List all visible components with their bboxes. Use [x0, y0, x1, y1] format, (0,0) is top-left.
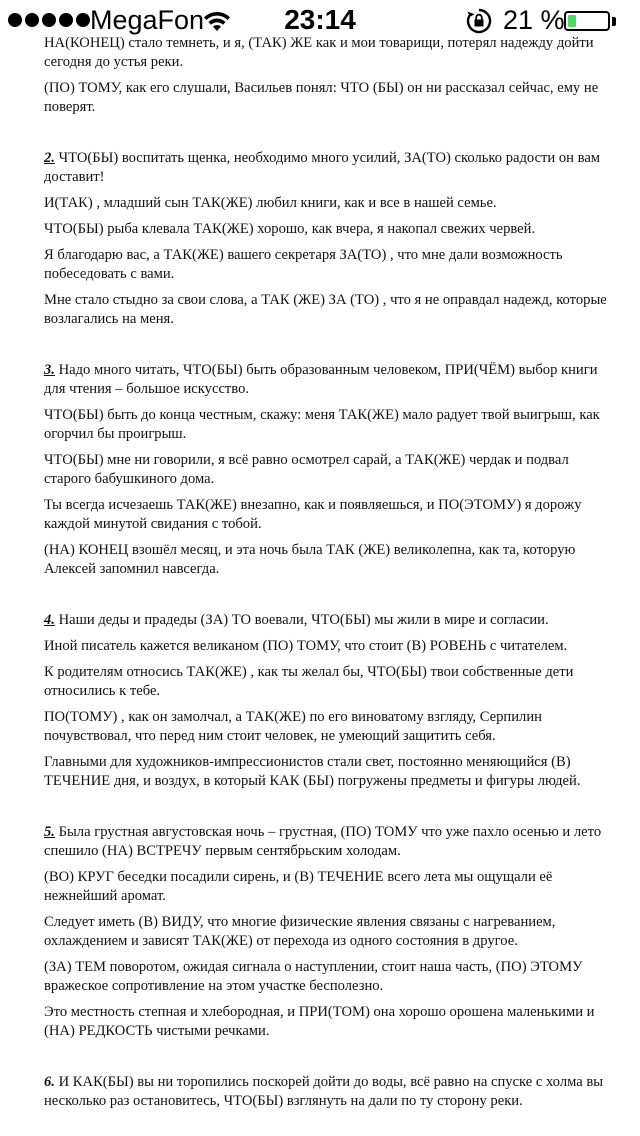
- exercise-section-6: [44, 1073, 610, 1111]
- exercise-number: 2.: [44, 150, 55, 166]
- paragraph: [44, 637, 610, 656]
- paragraph: [44, 868, 610, 906]
- paragraph: [44, 496, 610, 534]
- paragraph: [44, 291, 610, 329]
- exercise-number: 5.: [44, 824, 55, 840]
- paragraph-text: Была грустная августовская ночь – грустная, (ПО) ТОМУ что уже пахло осенью и лето спешило (НА) ВСТРЕЧУ первым сентябрьским холодам.: [44, 824, 602, 859]
- paragraph: [44, 823, 610, 861]
- paragraph-text: Наши деды и прадеды (ЗА) ТО воевали, ЧТО(БЫ) мы жили в мире и согласии.: [58, 612, 549, 628]
- paragraph-text: Я благодарю вас, а ТАК(ЖЕ) вашего секретаря ЗА(ТО) , что мне дали возможность побеседовать с вами.: [44, 247, 563, 282]
- paragraph-text: ЧТО(БЫ) рыба клевала ТАК(ЖЕ) хорошо, как вчера, я накопал свежих червей.: [44, 221, 536, 237]
- battery-tip: [612, 17, 616, 26]
- paragraph-text: Следует иметь (В) ВИДУ, что многие физические явления связаны с нагреванием, охлаждением и зависят ТАК(ЖЕ) от перехода из одного состояния в другое.: [44, 914, 556, 949]
- paragraph-text: (ВО) КРУГ беседки посадили сирень, и (В) ТЕЧЕНИЕ всего лета мы ощущали её нежнейший аромат.: [44, 869, 553, 904]
- paragraph-text: ЧТО(БЫ) воспитать щенка, необходимо много усилий, ЗА(ТО) сколько радости он вам доставит!: [44, 150, 601, 185]
- rotation-lock-icon: [466, 8, 492, 34]
- paragraph-text: Это местность степная и хлебородная, и ПРИ(ТОМ) она хорошо орошена маленькими и (НА) РЕДКОСТЬ чистыми речками.: [44, 1004, 595, 1039]
- paragraph: [44, 541, 610, 579]
- paragraph: [44, 361, 610, 399]
- carrier-name: MegaFon: [90, 5, 205, 35]
- battery-level-fill: [568, 15, 576, 27]
- paragraph: [44, 913, 610, 951]
- paragraph-text: И КАК(БЫ) вы ни торопились поскорей дойти до воды, всё равно на спуске с холма вы несколько раз остановитесь, ЧТО(БЫ) взглянуть на дали по ту сторону реки.: [44, 1074, 604, 1109]
- paragraph-text: К родителям относись ТАК(ЖЕ) , как ты желал бы, ЧТО(БЫ) твои собственные дети относились к тебе.: [44, 664, 574, 699]
- paragraph: [44, 149, 610, 187]
- paragraph: [44, 1003, 610, 1041]
- paragraph-text: ЧТО(БЫ) мне ни говорили, я всё равно осмотрел сарай, а ТАК(ЖЕ) чердак и подвал старого бабушкиного дома.: [44, 452, 569, 487]
- paragraph: [44, 1073, 610, 1111]
- paragraph: [44, 194, 610, 213]
- exercise-section-5: [44, 823, 610, 1041]
- paragraph-text: (НА) КОНЕЦ взошёл месяц, и эта ночь была ТАК (ЖЕ) великолепна, как та, которую Алексей запомнил навсегда.: [44, 542, 576, 577]
- battery-percentage: 21 %: [503, 5, 565, 35]
- exercise-section-3: [44, 361, 610, 579]
- exercise-section-4: [44, 611, 610, 791]
- paragraph-text: Надо много читать, ЧТО(БЫ) быть образованным человеком, ПРИ(ЧЁМ) выбор книги для чтения – большое искусство.: [44, 362, 598, 397]
- paragraph-text: ЧТО(БЫ) быть до конца честным, скажу: меня ТАК(ЖЕ) мало радует твой выигрыш, как огорчил бы проигрыш.: [44, 407, 600, 442]
- exercise-number: 4.: [44, 612, 55, 628]
- exercise-number: 3.: [44, 362, 55, 378]
- paragraph: [44, 708, 610, 746]
- clock-time: 23:14: [284, 4, 356, 35]
- paragraph: [44, 451, 610, 489]
- document-body: [44, 34, 610, 1118]
- exercise-number: 6.: [44, 1074, 55, 1090]
- paragraph: (ПО) ТОМУ, как его слушали, Васильев понял: ЧТО (БЫ) он ни рассказал сейчас, ему не поверят.: [44, 80, 599, 115]
- paragraph: [44, 663, 610, 701]
- paragraph: [44, 246, 610, 284]
- exercise-section-2: [44, 149, 610, 329]
- paragraph-text: (ЗА) ТЕМ поворотом, ожидая сигнала о наступлении, стоит наша часть, (ПО) ЭТОМУ вражеское сопротивление на этом участке бесполезно.: [44, 959, 583, 994]
- paragraph: [44, 611, 610, 630]
- paragraph: НА(КОНЕЦ) стало темнеть, и я, (ТАК) ЖЕ как и мои товарищи, потерял надежду дойти сегодня до устья реки.: [44, 35, 594, 70]
- paragraph: [44, 220, 610, 239]
- paragraph-text: И(ТАК) , младший сын ТАК(ЖЕ) любил книги, как и все в нашей семье.: [44, 195, 497, 211]
- paragraph-text: Главными для художников-импрессионистов стали свет, постоянно меняющийся (В) ТЕЧЕНИЕ дня, и воздух, в который КАК (БЫ) погружены предметы и фигуры людей.: [44, 754, 581, 789]
- paragraph: [44, 406, 610, 444]
- paragraph-text: Иной писатель кажется великаном (ПО) ТОМУ, что стоит (В) РОВЕНЬ с читателем.: [44, 638, 568, 654]
- paragraph-text: Мне стало стыдно за свои слова, а ТАК (ЖЕ) ЗА (ТО) , что я не оправдал надежд, которые возлагались на меня.: [44, 292, 607, 327]
- paragraph-text: ПО(ТОМУ) , как он замолчал, а ТАК(ЖЕ) по его виноватому взгляду, Серпилин почувствовал, что перед ним стоит человек, не умеющий защитить себя.: [44, 709, 542, 744]
- paragraph-text: Ты всегда исчезаешь ТАК(ЖЕ) внезапно, как и появляешься, и ПО(ЭТОМУ) я дорожу каждой минутой свидания с тобой.: [44, 497, 582, 532]
- paragraph: [44, 958, 610, 996]
- battery-icon: [564, 11, 610, 31]
- paragraph: [44, 753, 610, 791]
